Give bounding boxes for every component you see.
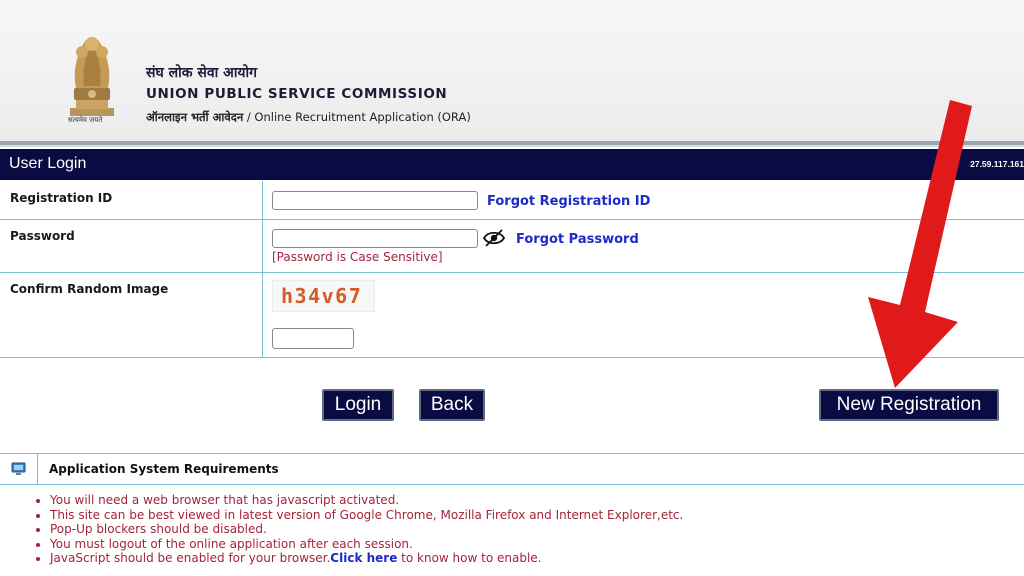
- emblem-caption: सत्यमेव जयते: [68, 116, 103, 124]
- captcha-label: Confirm Random Image: [10, 282, 169, 296]
- client-ip: 27.59.117.161: [970, 159, 1024, 169]
- requirements-list: [36, 493, 683, 566]
- forgot-registration-id-link[interactable]: Forgot Registration ID: [487, 194, 651, 209]
- list-item: • You must logout of the online application after each session.: [50, 537, 683, 552]
- org-name: UNION PUBLIC SERVICE COMMISSION: [146, 86, 448, 102]
- registration-id-input[interactable]: [272, 191, 478, 210]
- password-case-note: [Password is Case Sensitive]: [272, 250, 443, 264]
- password-label: Password: [10, 229, 75, 243]
- list-item: • This site can be best viewed in latest version of Google Chrome, Mozilla Firefox and Internet Explorer,etc.: [50, 508, 683, 523]
- form-column-divider: [262, 181, 263, 358]
- captcha-image: h34v67: [272, 280, 375, 312]
- app-subtitle-separator: /: [243, 110, 255, 124]
- app-subtitle: [146, 110, 471, 125]
- registration-id-label: Registration ID: [10, 191, 113, 205]
- login-button[interactable]: Login: [322, 389, 394, 421]
- captcha-input[interactable]: [272, 328, 354, 349]
- list-item: [50, 551, 683, 566]
- click-here-link[interactable]: Click here: [330, 551, 398, 565]
- javascript-note: JavaScript should be enabled for your browser.: [50, 551, 331, 565]
- login-title: User Login: [9, 155, 87, 172]
- password-input[interactable]: [272, 229, 478, 248]
- back-button[interactable]: Back: [419, 389, 485, 421]
- app-subtitle-english: Online Recruitment Application (ORA): [254, 110, 471, 124]
- javascript-note-suffix: to know how to enable.: [397, 551, 542, 565]
- show-password-eye-icon[interactable]: [482, 228, 506, 248]
- forgot-password-link[interactable]: Forgot Password: [516, 232, 639, 247]
- app-subtitle-hindi: ऑनलाइन भर्ती आवेदन: [146, 110, 244, 124]
- list-item: • You will need a web browser that has javascript activated.: [50, 493, 683, 508]
- new-registration-button[interactable]: New Registration: [819, 389, 999, 421]
- national-emblem-icon: [62, 30, 122, 126]
- requirements-title: Application System Requirements: [49, 462, 279, 476]
- requirements-divider: [37, 454, 38, 485]
- org-name-hindi: संघ लोक सेवा आयोग: [146, 65, 258, 81]
- requirements-header: [0, 453, 1024, 485]
- list-item: • Pop-Up blockers should be disabled.: [50, 522, 683, 537]
- monitor-icon: [11, 462, 26, 476]
- red-arrow-icon: [850, 92, 980, 392]
